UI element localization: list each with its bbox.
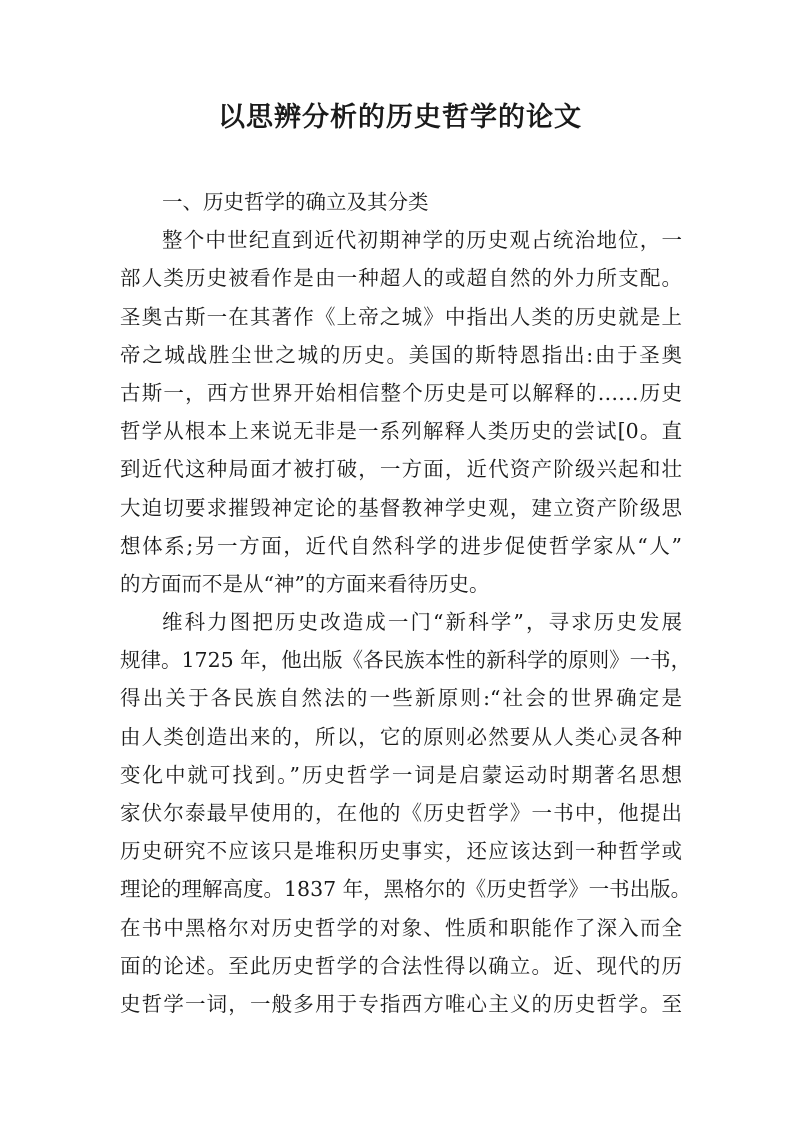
paragraph-2-line-6: 家伏尔泰最早使用的，在他的《历史哲学》一书中，他提出 <box>120 801 682 825</box>
paragraph-1-line-4: 帝之城战胜尘世之城的历史。美国的斯特恩指出:由于圣奥 <box>120 342 682 367</box>
section-heading: 一、历史哲学的确立及其分类 <box>162 190 429 214</box>
document-title: 以思辨分析的历史哲学的论文 <box>218 102 582 133</box>
paragraph-1-line-5: 古斯一，西方世界开始相信整个历史是可以解释的……历史 <box>120 380 682 405</box>
paragraph-1-line-8: 大迫切要求摧毁神定论的基督教神学史观，建立资产阶级思 <box>120 495 682 520</box>
document-body <box>120 183 692 1023</box>
paragraph-2-line-4: 由人类创造出来的，所以，它的原则必然要从人类心灵各种 <box>120 724 682 749</box>
paragraph-1-line-9: 想体系;另一方面，近代自然科学的进步促使哲学家从“人” <box>120 533 682 558</box>
paragraph-2-line-10: 面的论述。至此历史哲学的合法性得以确立。近、现代的历 <box>120 953 682 978</box>
paragraph-2-line-1: 维科力图把历史改造成一门“新科学”，寻求历史发展 <box>162 610 682 635</box>
paragraph-2-line-3: 得出关于各民族自然法的一些新原则:“社会的世界确定是 <box>120 686 682 711</box>
paragraph-2-line-5: 变化中就可找到。”历史哲学一词是启蒙运动时期著名思想 <box>120 762 682 787</box>
paragraph-1-line-1: 整个中世纪直到近代初期神学的历史观占统治地位，一 <box>162 228 682 253</box>
paragraph-1-line-3: 圣奥古斯一在其著作《上帝之城》中指出人类的历史就是上 <box>120 304 682 329</box>
paragraph-2-line-8: 理论的理解高度。1837 年，黑格尔的《历史哲学》一书出版。 <box>120 877 692 902</box>
paragraph-2-line-9: 在书中黑格尔对历史哲学的对象、性质和职能作了深入而全 <box>120 915 682 940</box>
paragraph-2-line-11: 史哲学一词，一般多用于专指西方唯心主义的历史哲学。至 <box>120 991 682 1016</box>
paragraph-1-line-6: 哲学从根本上来说无非是一系列解释人类历史的尝试[0。直 <box>120 419 682 444</box>
paragraph-1-line-10: 的方面而不是从“神”的方面来看待历史。 <box>120 571 490 596</box>
paragraph-2-line-7: 历史研究不应该只是堆积历史事实，还应该达到一种哲学或 <box>120 839 682 864</box>
paragraph-2-line-2: 规律。1725 年，他出版《各民族本性的新科学的原则》一书， <box>120 648 692 673</box>
paragraph-1-line-2: 部人类历史被看作是由一种超人的或超自然的外力所支配。 <box>120 266 682 291</box>
paragraph-1-line-7: 到近代这种局面才被打破，一方面，近代资产阶级兴起和壮 <box>120 457 682 482</box>
